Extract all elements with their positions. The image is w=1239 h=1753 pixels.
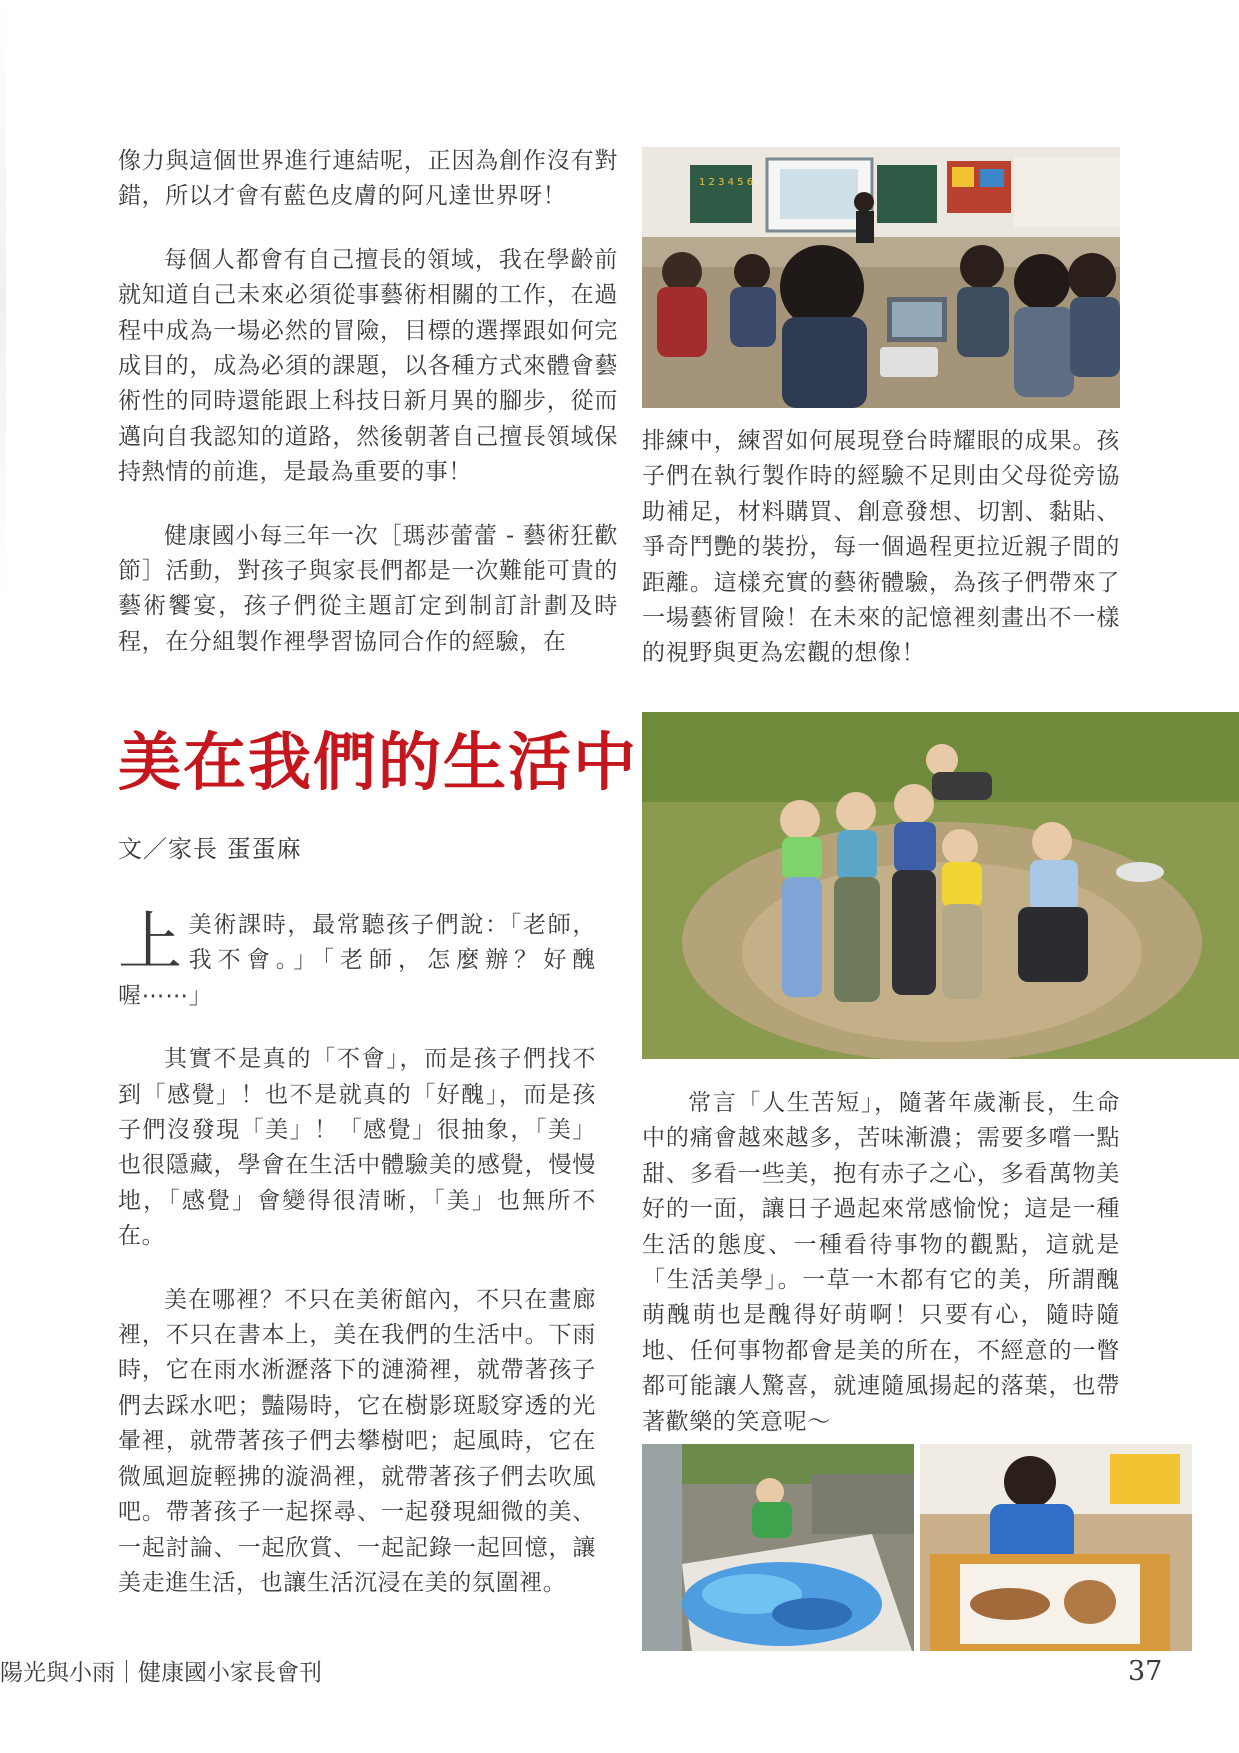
paragraph-life-aesthetics: 常言「人生苦短」，隨著年歲漸長，生命中的痛會越來越多，苦味漸濃；需要多嚐一點甜、多看一些美，抱有赤子之心，多看萬物美好的一面，讓日子過起來常感愉悅；這是一種生活的態度、一種看待事物的觀點，這就是「生活美學」。一草一木都有它的美，所謂醜萌醜萌也是醜得好萌啊！只要有心，隨時隨地、任何事物都會是美的所在，不經意的一瞥都可能讓人驚喜，就連隨風揚起的落葉，也帶著歡樂的笑意呢～ [642, 1090, 1120, 1435]
paragraph-rehearsal: 排練中，練習如何展現登台時耀眼的成果。孩子們在執行製作時的經驗不足則由父母從旁協助補足，材料購買、創意發想、切割、黏貼、爭奇鬥艷的裝扮，每一個過程更拉近親子間的距離。這樣充實的藝術體驗，為孩子們帶來了一場藝術冒險！在未來的記憶裡刻畫出不一樣的視野與更為宏觀的想像！ [642, 428, 1120, 667]
paragraph-where-beauty: 美在哪裡？不只在美術館內，不只在畫廊裡，不只在書本上，美在我們的生活中。下雨時，它在雨水淅瀝落下的漣漪裡，就帶著孩子們去踩水吧；豔陽時，它在樹影斑駁穿透的光暈裡，就帶著孩子們去攀樹吧；起風時，它在微風迴旋輕拂的漩渦裡，就帶著孩子們去吹風吧。帶著孩子一起探尋、一起發現細微的美、一起討論、一起欣賞、一起記錄一起回憶，讓美走進生活，也讓生活沉浸在美的氛圍裡。 [118, 1286, 596, 1596]
paragraph-feeling: 其實不是真的「不會」，而是孩子們找不到「感覺」！也不是就真的「好醜」，而是孩子們沒發現「美」！「感覺」很抽象，「美」也很隱藏，學會在生活中體驗美的感覺，慢慢地，「感覺」會變得很清晰，「美」也無所不在。 [118, 1046, 596, 1250]
article-byline: 文／家長 蛋蛋麻 [118, 835, 302, 863]
paragraph-festival: 健康國小每三年一次［瑪莎蕾蕾 - 藝術狂歡節］活動，對孩子與家長們都是一次難能可貴的藝術饗宴，孩子們從主題訂定到制訂計劃及時程，在分組製作裡學習協同合作的經驗，在 [118, 522, 618, 655]
top-left-column [118, 144, 618, 660]
page-number: 37 [1128, 1656, 1163, 1687]
painting-outdoors-photo [642, 1444, 914, 1651]
top-right-column [642, 424, 1120, 672]
drop-cap: 上 [118, 906, 183, 980]
article-right-column [642, 1086, 1120, 1440]
classroom-photo [642, 147, 1120, 408]
paragraph-skill-domain: 每個人都會有自己擅長的領域，我在學齡前就知道自己未來必須從事藝術相關的工作，在過程中成為一場必然的冒險，目標的選擇跟如何完成目的，成為必須的課題，以各種方式來體會藝術性的同時還能跟上科技日新月異的腳步，從而邁向自我認知的道路，然後朝著自己擅長領域保持熱情的前進，是最為重要的事！ [118, 246, 618, 486]
page-edge-shadow [0, 0, 6, 600]
article-left-column [118, 908, 596, 1601]
article-title: 美在我們的生活中 [118, 725, 638, 799]
kids-on-grass-photo [642, 712, 1239, 1059]
leaf-art-photo [920, 1444, 1192, 1651]
publication-footer: 陽光與小雨｜健康國小家長會刊 [0, 1660, 322, 1686]
paragraph-intro-text: 美術課時，最常聽孩子們說：「老師，我不會。」「老師，怎麼辦？好醜喔⋯⋯」 [118, 912, 596, 1009]
board-number-strip: 1 2 3 4 5 6 [699, 177, 754, 188]
paragraph-intro [118, 908, 596, 1014]
paragraph-continuation: 像力與這個世界進行連結呢，正因為創作沒有對錯，所以才會有藍色皮膚的阿凡達世界呀！ [118, 148, 618, 210]
